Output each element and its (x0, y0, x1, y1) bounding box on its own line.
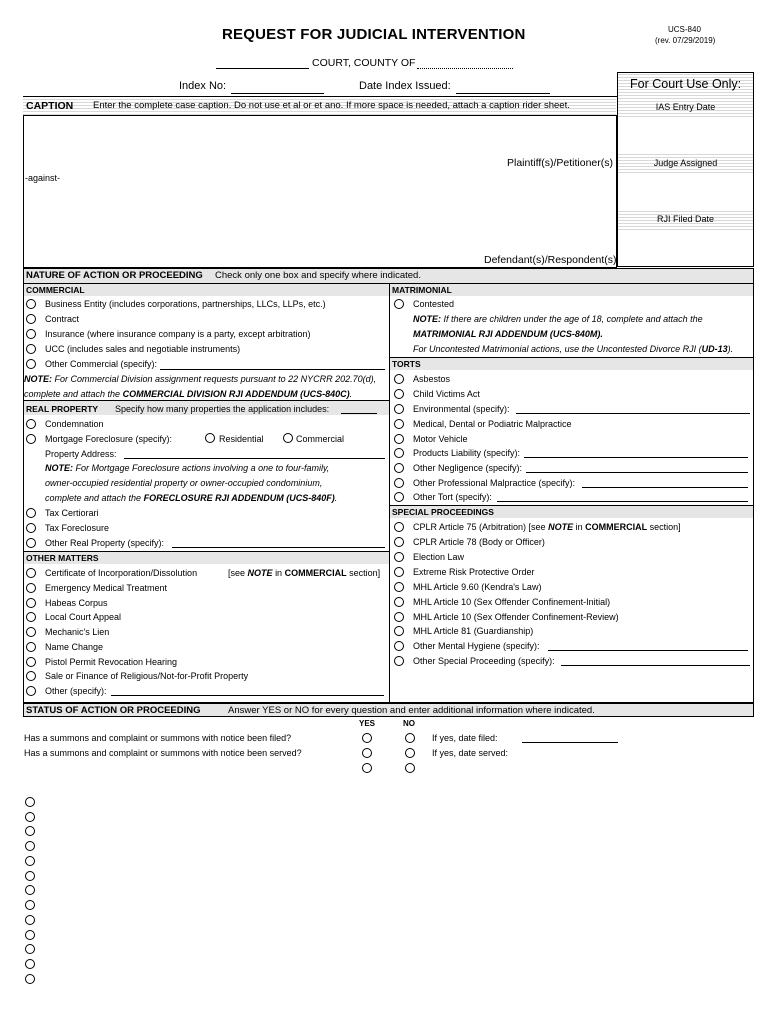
other-matters-option-label: Emergency Medical Treatment (45, 583, 168, 593)
status-radio[interactable] (25, 944, 35, 954)
status-radio[interactable] (25, 915, 35, 925)
real-property-instruction: Specify how many properties the application includes: (115, 404, 330, 414)
other-matters-option-label: Name Change (45, 642, 104, 652)
torts-option-label: Other Professional Malpractice (specify): (413, 478, 576, 488)
special-option-label: MHL Article 10 (Sex Offender Confinement-Initial) (413, 597, 611, 607)
other-matters-other-field[interactable] (111, 695, 384, 696)
plaintiff-label: Plaintiff(s)/Petitioner(s) (507, 157, 614, 169)
no-column-header: NO (403, 719, 415, 728)
matrimonial-note-line2: MATRIMONIAL RJI ADDENDUM (UCS-840M). (413, 329, 603, 339)
q3-yes-radio[interactable] (362, 763, 372, 773)
status-radio[interactable] (25, 959, 35, 969)
special-option-label: Election Law (413, 552, 465, 562)
torts-radio-other-negligence[interactable] (394, 463, 404, 473)
mortgage-radio-residential[interactable] (205, 433, 215, 443)
other-matters-heading: OTHER MATTERS (26, 553, 99, 563)
judge-assigned-label: Judge Assigned (653, 158, 718, 168)
status-radio[interactable] (25, 797, 35, 807)
torts-radio-professional-malpractice[interactable] (394, 478, 404, 488)
special-radio-cplr78[interactable] (394, 537, 404, 547)
torts-radio-motor-vehicle[interactable] (394, 434, 404, 444)
other-matters-radio-local-appeal[interactable] (26, 612, 36, 622)
other-negligence-field[interactable] (526, 472, 748, 473)
matrimonial-heading: MATRIMONIAL (392, 285, 452, 295)
other-tort-field[interactable] (497, 501, 748, 502)
other-matters-radio-pistol[interactable] (26, 657, 36, 667)
judge-assigned-field[interactable] (618, 174, 753, 210)
defendant-field[interactable] (30, 190, 480, 250)
form-code: UCS-840 (668, 25, 701, 34)
matrimonial-note-line1: NOTE: If there are children under the age of 18, complete and attach the (413, 314, 703, 324)
real-property-option-label: Other Real Property (specify): (45, 538, 165, 548)
foreclosure-note-line1: NOTE: For Mortgage Foreclosure actions involving a one to four-family, (45, 463, 330, 473)
real-property-heading: REAL PROPERTY (26, 404, 99, 414)
defendant-label: Defendant(s)/Respondent(s) (484, 254, 617, 266)
status-q1: Has a summons and complaint or summons with notice been filed? (24, 733, 292, 743)
other-matters-option-label: Mechanic's Lien (45, 627, 110, 637)
nature-heading: NATURE OF ACTION OR PROCEEDING (26, 270, 203, 281)
environmental-field[interactable] (516, 413, 750, 414)
status-q2: Has a summons and complaint or summons with notice been served? (24, 748, 302, 758)
q2-followup-label: If yes, date served: (432, 748, 509, 758)
status-heading: STATUS OF ACTION OR PROCEEDING (26, 705, 201, 716)
ias-entry-date-field[interactable] (618, 118, 753, 153)
other-matters-radio-mechanics-lien[interactable] (26, 627, 36, 637)
other-matters-option-label: Pistol Permit Revocation Hearing (45, 657, 178, 667)
commercial-radio-other[interactable] (26, 359, 36, 369)
other-matters-option-label: Sale or Finance of Religious/Not-for-Profit Property (45, 671, 249, 681)
other-matters-radio-name-change[interactable] (26, 642, 36, 652)
commercial-other-field[interactable] (160, 369, 385, 370)
commercial-radio-ucc[interactable] (26, 344, 36, 354)
rji-filed-date-field[interactable] (618, 231, 753, 266)
status-radio[interactable] (25, 826, 35, 836)
caption-instruction: Enter the complete case caption. Do not use et al or et ano. If more space is needed, attach a caption rider sheet. (93, 100, 570, 111)
q2-yes-radio[interactable] (362, 748, 372, 758)
commercial-label: Commercial (296, 434, 345, 444)
torts-radio-asbestos[interactable] (394, 374, 404, 384)
other-matters-radio-religious[interactable] (26, 671, 36, 681)
special-radio-mhl10-initial[interactable] (394, 597, 404, 607)
q1-yes-radio[interactable] (362, 733, 372, 743)
other-matters-option-label: Local Court Appeal (45, 612, 122, 622)
torts-radio-child-victims[interactable] (394, 389, 404, 399)
special-option-label: Other Special Proceeding (specify): (413, 656, 555, 666)
form-revision: (rev. 07/29/2019) (655, 36, 716, 45)
real-property-option-label: Condemnation (45, 419, 104, 429)
other-matters-radio-other[interactable] (26, 686, 36, 696)
special-option-label: MHL Article 81 (Guardianship) (413, 626, 534, 636)
status-radio[interactable] (25, 900, 35, 910)
court-name-field[interactable] (216, 68, 309, 69)
other-matters-see-note: [see NOTE in COMMERCIAL section] (228, 568, 381, 578)
q1-no-radio[interactable] (405, 733, 415, 743)
property-count-field[interactable] (341, 413, 377, 414)
other-matters-radio-habeas[interactable] (26, 598, 36, 608)
status-radio[interactable] (25, 856, 35, 866)
real-property-radio-tax-foreclosure[interactable] (26, 523, 36, 533)
professional-malpractice-field[interactable] (582, 487, 748, 488)
other-matters-option-label: Other (specify): (45, 686, 107, 696)
foreclosure-note-line3: complete and attach the FORECLOSURE RJI ADDENDUM (UCS-840F). (45, 493, 338, 503)
other-mental-hygiene-field[interactable] (548, 650, 748, 651)
special-option-label: Other Mental Hygiene (specify): (413, 641, 540, 651)
county-field[interactable] (417, 68, 513, 69)
status-radio[interactable] (25, 974, 35, 984)
special-proceedings-heading: SPECIAL PROCEEDINGS (392, 507, 494, 517)
special-option-label: CPLR Article 78 (Body or Officer) (413, 537, 545, 547)
q3-no-radio[interactable] (405, 763, 415, 773)
special-option-label: MHL Article 9.60 (Kendra's Law) (413, 582, 542, 592)
torts-heading: TORTS (392, 359, 421, 369)
torts-option-label: Motor Vehicle (413, 434, 468, 444)
torts-radio-malpractice[interactable] (394, 419, 404, 429)
index-no-label: Index No: (179, 80, 227, 92)
commercial-option-label: Other Commercial (specify): (45, 359, 158, 369)
status-radio[interactable] (25, 885, 35, 895)
plaintiff-field[interactable] (30, 120, 500, 160)
torts-radio-environmental[interactable] (394, 404, 404, 414)
status-radio[interactable] (25, 812, 35, 822)
q1-followup-label: If yes, date filed: (432, 733, 498, 743)
special-radio-mhl10-review[interactable] (394, 612, 404, 622)
products-liability-field[interactable] (524, 457, 748, 458)
real-property-option-label: Tax Certiorari (45, 508, 99, 518)
commercial-option-label: Business Entity (includes corporations, partnerships, LLCs, LLPs, etc.) (45, 299, 326, 309)
other-matters-radio-certificate[interactable] (26, 568, 36, 578)
caption-heading: CAPTION (26, 100, 74, 112)
torts-option-label: Medical, Dental or Podiatric Malpractice (413, 419, 572, 429)
date-filed-field[interactable] (522, 742, 618, 743)
torts-option-label: Other Tort (specify): (413, 492, 492, 502)
torts-option-label: Child Victims Act (413, 389, 480, 399)
against-label: -against- (25, 173, 61, 183)
form-title: REQUEST FOR JUDICIAL INTERVENTION (222, 26, 526, 43)
torts-option-label: Environmental (specify): (413, 404, 510, 414)
commercial-option-label: Contract (45, 314, 80, 324)
special-radio-extreme-risk[interactable] (394, 567, 404, 577)
real-property-option-label: Tax Foreclosure (45, 523, 110, 533)
special-radio-other-special[interactable] (394, 656, 404, 666)
yes-column-header: YES (359, 719, 376, 728)
special-radio-cplr75[interactable] (394, 522, 404, 532)
real-property-radio-tax-certiorari[interactable] (26, 508, 36, 518)
commercial-radio-business-entity[interactable] (26, 299, 36, 309)
other-special-proceeding-field[interactable] (561, 665, 750, 666)
other-matters-radio-emergency[interactable] (26, 583, 36, 593)
special-option-label: MHL Article 10 (Sex Offender Confinement-Review) (413, 612, 619, 622)
real-property-other-field[interactable] (172, 547, 385, 548)
special-radio-other-mental-hygiene[interactable] (394, 641, 404, 651)
real-property-radio-condemnation[interactable] (26, 419, 36, 429)
commercial-radio-insurance[interactable] (26, 329, 36, 339)
ias-entry-date-label: IAS Entry Date (655, 102, 716, 112)
commercial-option-label: Insurance (where insurance company is a party, except arbitration) (45, 329, 311, 339)
special-option-label: Extreme Risk Protective Order (413, 567, 535, 577)
rji-filed-date-label: RJI Filed Date (656, 214, 715, 224)
nature-column-divider (389, 283, 390, 702)
special-radio-kendras-law[interactable] (394, 582, 404, 592)
torts-option-label: Other Negligence (specify): (413, 463, 523, 473)
property-address-label: Property Address: (45, 449, 117, 459)
cplr75-label: CPLR Article 75 (Arbitration) [see NOTE in COMMERCIAL section] (413, 522, 681, 532)
matrimonial-radio-contested[interactable] (394, 299, 404, 309)
date-index-field[interactable] (456, 93, 550, 94)
foreclosure-note-line2: owner-occupied residential property or owner-occupied condominium, (45, 478, 323, 488)
court-county-label: COURT, COUNTY OF (312, 57, 416, 69)
other-matters-option-label: Certificate of Incorporation/Dissolution (45, 568, 198, 578)
nature-instruction: Check only one box and specify where indicated. (215, 270, 421, 281)
q2-no-radio[interactable] (405, 748, 415, 758)
real-property-option-label: Mortgage Foreclosure (specify): (45, 434, 173, 444)
status-radio[interactable] (25, 871, 35, 881)
residential-label: Residential (219, 434, 264, 444)
real-property-radio-other[interactable] (26, 538, 36, 548)
torts-option-label: Asbestos (413, 374, 451, 384)
index-no-field[interactable] (231, 93, 324, 94)
torts-option-label: Products Liability (specify): (413, 448, 521, 458)
special-radio-mhl81[interactable] (394, 626, 404, 636)
commercial-option-label: UCC (includes sales and negotiable instruments) (45, 344, 241, 354)
contested-label: Contested (413, 299, 455, 309)
commercial-radio-contract[interactable] (26, 314, 36, 324)
matrimonial-note-line3: For Uncontested Matrimonial actions, use the Uncontested Divorce RJI (UD-13). (413, 344, 734, 354)
court-use-title: For Court Use Only: (630, 77, 742, 91)
other-matters-option-label: Habeas Corpus (45, 598, 108, 608)
real-property-radio-mortgage[interactable] (26, 434, 36, 444)
date-index-label: Date Index Issued: (359, 80, 451, 92)
mortgage-radio-commercial[interactable] (283, 433, 293, 443)
status-radio[interactable] (25, 930, 35, 940)
status-radio[interactable] (25, 841, 35, 851)
commercial-note: NOTE: For Commercial Division assignment requests pursuant to 22 NYCRR 202.70(d), (24, 374, 377, 384)
status-instruction: Answer YES or NO for every question and enter additional information where indicated. (228, 705, 595, 716)
property-address-field[interactable] (124, 458, 385, 459)
torts-radio-other-tort[interactable] (394, 492, 404, 502)
commercial-note-line2: complete and attach the COMMERCIAL DIVISION RJI ADDENDUM (UCS-840C). (24, 389, 353, 399)
torts-radio-products[interactable] (394, 448, 404, 458)
special-radio-election-law[interactable] (394, 552, 404, 562)
commercial-heading: COMMERCIAL (26, 285, 85, 295)
